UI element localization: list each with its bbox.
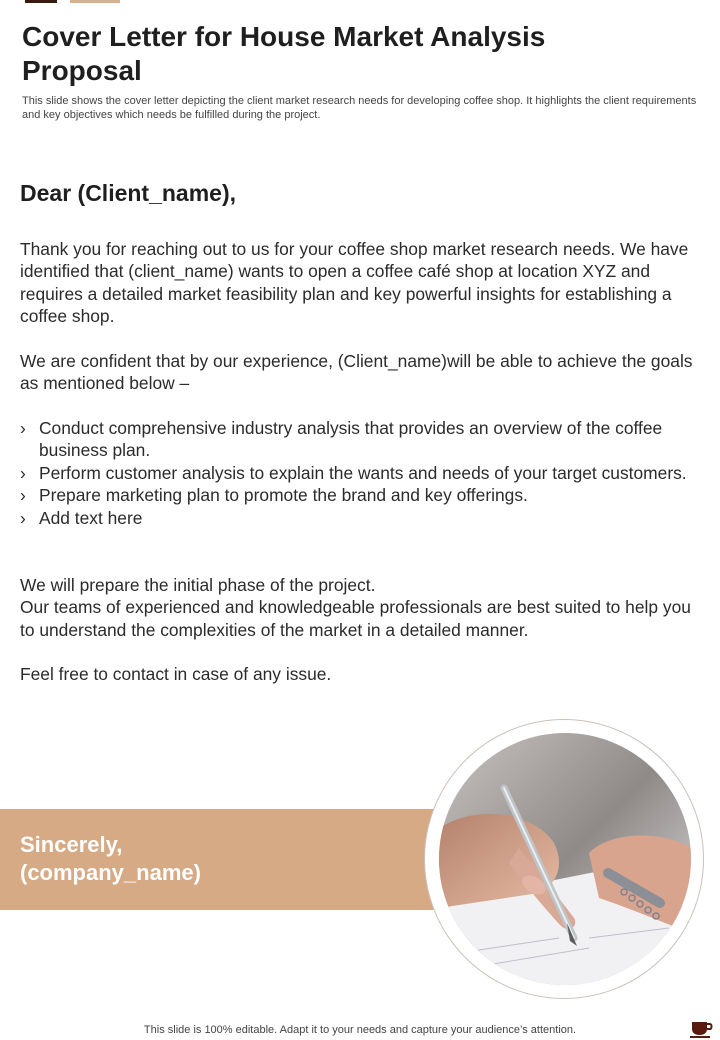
letter-paragraph-contact: Feel free to contact in case of any issue.	[20, 664, 332, 684]
letter-greeting: Dear (Client_name),	[20, 180, 237, 206]
hand-writing-photo	[439, 733, 691, 985]
list-item-text: Conduct comprehensive industry analysis that provides an overview of the coffee business plan.	[39, 418, 663, 461]
chevron-right-icon: ›	[20, 462, 26, 483]
page-title: Cover Letter for House Market Analysis Proposal	[22, 21, 546, 86]
list-item	[20, 507, 705, 529]
list-item-text: Prepare marketing plan to promote the brand and key offerings.	[39, 485, 528, 506]
chevron-right-icon: ›	[20, 507, 26, 528]
top-accent-tan	[70, 0, 120, 3]
chevron-right-icon: ›	[20, 418, 26, 438]
closing-line-1: We will prepare the initial phase of the project.	[20, 575, 376, 595]
list-item-text: Add text here	[39, 507, 143, 528]
coffee-cup-icon	[690, 1018, 714, 1038]
list-item	[20, 484, 705, 506]
list-item-text: Perform customer analysis to explain the wants and needs of your target customers.	[39, 462, 687, 483]
signature-band	[0, 809, 460, 910]
footer-note: This slide is 100% editable. Adapt it to your needs and capture your audience’s attention.	[143, 1024, 577, 1036]
top-accent-dark	[25, 0, 57, 3]
signature-company: (company_name)	[20, 860, 201, 885]
letter-paragraph-intro: Thank you for reaching out to us for your coffee shop market research needs. We have identified that (client_name) wants to open a coffee café shop at location XYZ and requires a detailed market feasibility plan and key powerful insights for establishing a coffee shop.	[20, 239, 689, 327]
list-item	[20, 462, 705, 484]
chevron-right-icon: ›	[20, 485, 26, 506]
letter-paragraph-closing	[20, 574, 705, 641]
page-subtitle: This slide shows the cover letter depicting the client market research needs for developing coffee shop. It highlights the client requirements and key objectives which needs be fulfilled during the project.	[22, 95, 697, 121]
signature-salutation: Sincerely,	[20, 832, 123, 857]
list-item	[20, 417, 705, 462]
letter-paragraph-goals: We are confident that by our experience, (Client_name)will be able to achieve the goals as mentioned below –	[20, 351, 693, 394]
signature-block	[20, 831, 201, 887]
goals-list	[20, 417, 705, 529]
closing-line-2: Our teams of experienced and knowledgeable professionals are best suited to help you to understand the complexities of the market in a detailed manner.	[20, 597, 691, 640]
